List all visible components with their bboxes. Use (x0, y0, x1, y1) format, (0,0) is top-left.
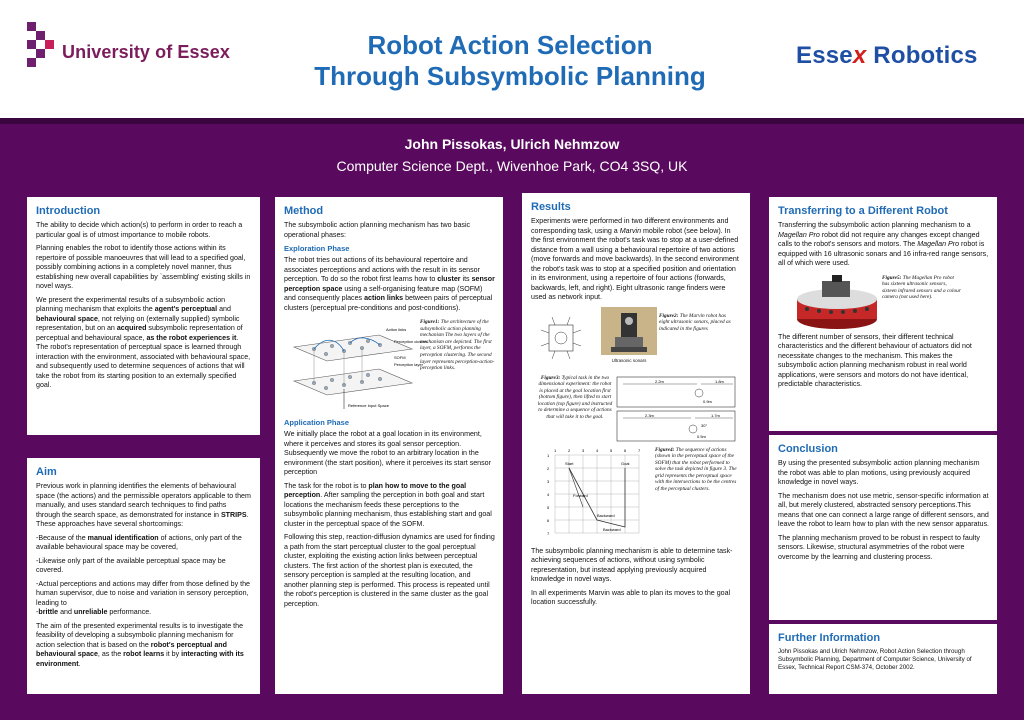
poster-title (250, 30, 770, 92)
method-text: We initially place the robot at a goal location in its environment, where it perceives and stores its goal sensor perception. Subsequently we move the robot to an arbitrary location in the environment (the start position), where it perceives its start sensor perception (284, 430, 491, 476)
title-line-2: Through Subsymbolic Planning (314, 61, 706, 91)
figure-2 (531, 307, 742, 375)
method-heading: Method (284, 205, 324, 217)
text-run: The robot tries out actions of its behavioural repertoire and associates perceptions and actions with the result in its sensor perception. To do so the robot first learns how to (284, 256, 480, 283)
fig3-measure: 2.2m (655, 378, 664, 384)
text-run: Figure2: (659, 312, 679, 319)
aim-bullet (36, 534, 252, 553)
fig4-axis: 5 (547, 504, 550, 510)
text-run: Transferring the subsymbolic action planning mechanism to a (778, 221, 971, 229)
university-name: University of Essex (62, 42, 230, 62)
text-run: . After sampling the perception in both goal and start locations the mechanism feeds these perceptions to the subsymbolic planning mechanism, thus establishing start and goal cluster in the perceptual space of the SOFM. (284, 491, 492, 528)
aim-bullet: -Likewise only part of the available perceptual space may be covered. (36, 556, 226, 574)
text-run: subsymbolic representation of perceptual and behavioural space, (36, 324, 243, 342)
sonar-layout-icon (537, 313, 587, 365)
method-text (284, 256, 495, 313)
text-run: interacting with its environment (36, 650, 244, 668)
logo-robotics-text: Robotics (873, 42, 978, 69)
transfer-heading: Transferring to a Different Robot (778, 205, 948, 217)
aim-bullet: -Actual perceptions and actions may differ from those defined by the human supervisor, due to noise and variation in sensory perception, leading to -brittle and unreliable performance. (36, 579, 250, 616)
fig4-axis: 6 (547, 517, 550, 523)
text-run: sensor perception space (284, 275, 495, 293)
fig4-axis: 2 (568, 447, 571, 453)
text-run: -Actual perceptions and actions may differ from those defined by the human supervisor, due to noise and variation in sensory perception, leading to (36, 579, 250, 607)
fig4-label: Backward (597, 512, 615, 518)
title-line-1: Robot Action Selection (367, 30, 653, 60)
figure-3-caption (537, 375, 613, 421)
poster-header (0, 0, 1024, 118)
fig4-axis: 7 (638, 447, 641, 453)
fig1-label: Perception clusters (394, 339, 429, 344)
text-run: Figure3: (540, 374, 561, 381)
introduction-heading: Introduction (36, 205, 101, 217)
conclusion-text: The mechanism does not use metric, sensor-specific information at all, but merely clustered, abstracted sensory perceptions.This means that one can connect a large range of different sensors, and leave the robot to learn how to plan with the new sensor apparatus. (778, 491, 989, 528)
conclusion-text: By using the presented subsymbolic action planning mechanism the robot was able to plan motions, using previously acquired knowledge in novel ways. (778, 459, 980, 486)
text-run: The Marvin robot has eight ultrasonic sonars, placed as indicated in the figures (659, 312, 731, 332)
results-text (531, 217, 742, 303)
fig4-axis: 7 (547, 530, 550, 536)
fig4-label: Start (565, 460, 574, 466)
introduction-panel (27, 197, 260, 435)
sonar-label: Ultrasonic sonars (611, 357, 647, 363)
logo-x-mark: x (852, 42, 867, 69)
magellan-robot-photo (792, 273, 882, 333)
figure-1 (284, 319, 495, 414)
marvin-robot-photo (601, 307, 657, 355)
text-run: -Because of the (36, 533, 88, 542)
introduction-text: Planning enables the robot to identify those actions within its repertoire of possible manoeuvres that will lead to a specified goal, possibly combining actions in a completely novel manner, thus establishing new overall capabilities by `assembling' existing skills in novel ways. (36, 244, 251, 290)
method-text: The subsymbolic action planning mechanism has two basic operational phases: (284, 221, 471, 239)
text-run: robot's perceptual and behavioural space (36, 640, 227, 658)
text-run: Figure1: (420, 319, 440, 325)
text-run: behavioural space (36, 314, 98, 323)
text-run: performance. (107, 608, 152, 616)
exploration-heading: Exploration Phase (284, 244, 350, 253)
text-run: manual identification (87, 533, 159, 542)
text-run: STRIPS (220, 510, 247, 519)
introduction-text (36, 296, 252, 391)
fig4-axis: 2 (547, 465, 550, 471)
text-run: . These approaches have several shortcomings: (36, 510, 249, 528)
text-run: mobile robot (see below). In the first environment the robot's task was to stop at a user-defined distance from a wall using a behavioural repertoire of two actions (move forwards and move backwards). In the second environment the robot's task was to stop at a specified position and orientation in its environment, using a repertoire of four actions (forwards, backwards, left, and right). Eight ultrasonic range finders were used as network input. (531, 226, 739, 301)
further-info-panel (769, 624, 997, 694)
method-text: Following this step, reaction-diffusion dynamics are used for finding a path from the start perceptual cluster to the goal perceptual cluster, exploiting the existing action links between perceptual clusters. The first action of the shortest plan is executed, the sensory perception is sampled at the resulting location, and another planning step is performed. This process is repeated until the robot's perception is clustered in the same cluster as the goal perception. (284, 533, 495, 608)
fig4-label: Goal (621, 460, 630, 466)
transfer-text: The different number of sensors, their different technical characteristics and the different behaviour of actuators did not necessitate changes to the mechanism. This makes the subsymbolic action planning mechanism robust in real world applications, were sensors and motors do not have identical, predictable characteristics. (778, 332, 972, 388)
fig4-label: Forward (573, 492, 588, 498)
figure-5-caption (882, 275, 962, 301)
university-logo-icon (27, 22, 57, 72)
architecture-diagram (284, 319, 429, 414)
figure-3 (531, 375, 742, 445)
text-run: , not relying on (externally supplied) symbolic representation, but on an (36, 314, 240, 332)
text-run: of actions, only part of the available behavioural space may be covered, (36, 533, 242, 551)
text-run: , as the (97, 650, 124, 658)
conclusion-panel (769, 435, 997, 620)
text-run: robot is equipped with 16 ultrasonic sonars and 16 infra-red range sensors, all of which were used. (778, 240, 989, 267)
authors: John Pissokas, Ulrich Nehmzow (404, 136, 620, 152)
fig1-label: Reference Input Space (348, 403, 389, 408)
method-text (284, 482, 495, 530)
text-run: plan how to move to the goal perception (284, 481, 467, 499)
text-run: Typical task in the two dimensional experiment: the robot is placed at the goal location first (bottom figure), then lifted to start location (top figure) and instructed to determine a sequence of actions that will take it to the goal. (537, 374, 613, 421)
fig1-label: Action links (386, 327, 407, 332)
text-run: The task for the robot is to (284, 481, 369, 490)
text-run: The aim of the presented experimental results is to investigate the feasibility of developing a subsymbolic planning mechanism for action selection that is based on the (36, 621, 244, 649)
fig3-measure: 1.7m (711, 412, 720, 418)
aim-text (36, 622, 252, 670)
fig4-axis: 4 (596, 447, 599, 453)
text-run: between pairs of perceptual clusters (perceptual pre-conditions and post-conditions). (284, 294, 493, 312)
figure-2-caption (659, 313, 737, 333)
text-run: Figure4: (655, 446, 675, 453)
figure-1-caption (420, 319, 496, 372)
fig4-axis: 5 (610, 447, 613, 453)
figure-4-caption (655, 447, 737, 493)
introduction-text: The ability to decide which action(s) to perform in order to reach a particular goal is of utmost importance to mobile robots. (36, 221, 243, 239)
fig4-axis: 1 (554, 447, 557, 453)
conclusion-text: The planning mechanism proved to be robust in respect to faulty sensors. Likewise, structural asymmetries of the robot were overcome by the learning and clustering process. (778, 533, 980, 561)
text-run: Magellan Pro (778, 230, 820, 239)
text-run: action links (364, 294, 404, 302)
text-run: as the robot experiences it (146, 333, 237, 342)
affiliation: Computer Science Dept., Wivenhoe Park, CO4 3SQ, UK (336, 158, 688, 174)
fig1-label: SOFM (394, 355, 406, 360)
perceptual-space-grid (543, 445, 643, 537)
text-run: and (217, 305, 231, 313)
text-run: robot learns (123, 650, 165, 658)
conclusion-heading: Conclusion (778, 443, 838, 455)
results-text: In all experiments Marvin was able to plan its moves to the goal location successfully. (531, 588, 731, 606)
text-run: its (460, 275, 472, 283)
results-text: The subsymbolic planning mechanism is able to determine task-achieving sequences of actions, without using symbolic representation, but instead applying previously acquired knowledge in novel ways. (531, 546, 733, 583)
text-run: brittle (38, 608, 59, 616)
text-run: Figure5: (882, 274, 902, 281)
application-heading: Application Phase (284, 418, 350, 427)
essex-robotics-logo (796, 42, 978, 70)
text-run: using a self-organising feature map (SOFM) and consequently places (284, 284, 483, 302)
transfer-text (778, 221, 989, 269)
figure-4 (531, 445, 742, 537)
text-run: Experiments were performed in two different environments and corresponding task, using a (531, 217, 729, 235)
logo-essex-text: Esse (796, 42, 853, 69)
text-run: agent's perceptual (154, 305, 218, 313)
text-run: The sequence of actions (shown in the perceptual space of the SOFM) that the robot performed to solve the task depicted in figure 3. The grid represents the perceptual space with the intersections to be the centres of the perceptual clusters. (655, 446, 737, 493)
fig3-measure: 1.8m (715, 378, 724, 384)
text-run: acquired (116, 324, 147, 332)
text-run: We present the experimental results of a subsymbolic action planning mechanism that exploits the (36, 295, 226, 313)
fig1-label: Perception layer (394, 362, 423, 367)
fig3-measure: 0.5m (697, 433, 706, 439)
fig4-label: Backward (603, 526, 621, 532)
text-run: The architecture of the subsymbolic action planning mechanism The two layers of the mechanism are depicted. The first layer, a SOFM, performs the perception clustering. The second layer represents perception-action-perception links. (420, 319, 495, 372)
further-info-heading: Further Information (778, 632, 881, 644)
fig3-measure: 0.9m (703, 398, 712, 404)
fig4-axis: 3 (582, 447, 585, 453)
method-panel (275, 197, 503, 694)
figure-5 (778, 273, 989, 333)
fig4-axis: 4 (547, 491, 550, 497)
text-run: and (58, 608, 74, 616)
environment-diagram (615, 375, 739, 445)
text-run: unreliable (73, 608, 108, 616)
text-run: cluster (437, 275, 461, 283)
text-run: robot did not require any changes except changed calls to the robot's sensors and motors. The (778, 230, 980, 248)
further-info-text: John Pissokas and Ulrich Nehmzow, Robot Action Selection through Subsymbolic Planning, Department of Computer Science, University of Essex, Technical Report CSM-374, October 2002. (778, 648, 972, 671)
text-run: . (78, 659, 81, 668)
header-divider (0, 118, 1024, 124)
results-heading: Results (531, 201, 571, 213)
transfer-panel (769, 197, 997, 431)
text-run: Previous work in planning identifies the elements of behavioural space (the actions) and the permissible operators applicable to them manually, and uses standard search techniques to find paths through the search space, as demonstrated for instance in (36, 482, 251, 519)
text-run: Magellan Pro (917, 240, 960, 248)
text-run: Marvin (619, 226, 642, 235)
fig3-measure: 30° (701, 422, 708, 428)
text-run: The Magellan Pro robot has sixteen ultrasonic sensors, sixteen infrared sensors and a colour camera (not used here). (882, 274, 961, 301)
text-run: it by (164, 650, 182, 658)
text-run: . The robot's representation of perceptual space is learned through interaction with the environment, associated with behavioural space, and subsequently used to determine sequences of actions that will take the robot from its starting position to an externally specified goal. (36, 333, 251, 389)
aim-text (36, 482, 252, 530)
aim-panel (27, 458, 260, 694)
fig4-axis: 1 (547, 452, 550, 458)
fig3-measure: 2.3m (645, 412, 654, 418)
fig4-axis: 6 (624, 447, 627, 453)
aim-heading: Aim (36, 466, 57, 478)
results-panel (522, 193, 750, 694)
fig4-axis: 3 (547, 478, 550, 484)
